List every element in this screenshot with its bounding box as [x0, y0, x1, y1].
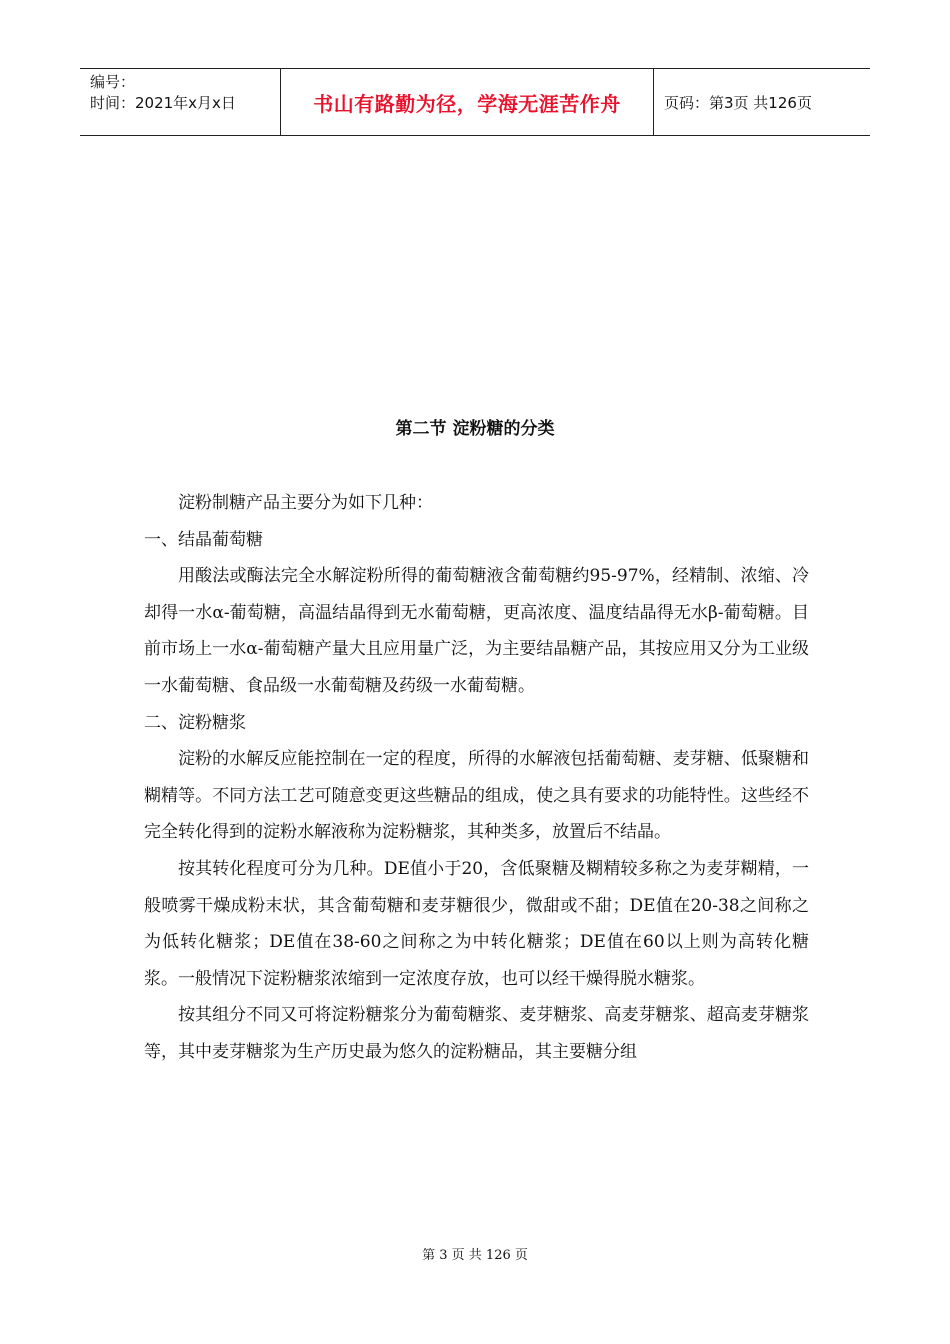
paragraph-starch-syrup: 淀粉的水解反应能控制在一定的程度，所得的水解液包括葡萄糖、麦芽糖、低聚糖和糊精等。不同方法工艺可随意变更这些糖品的组成，使之具有要求的功能特性。这些经不完全转化得到的淀粉水解液称为淀粉糖浆，其种类多，放置后不结晶。: [144, 749, 809, 843]
document-time-label: 时间：2021年x月x日: [90, 94, 236, 112]
header-meta-cell: [80, 69, 281, 135]
header-motto: 书山有路勤为径，学海无涯苦作舟: [281, 69, 654, 135]
section-title: 第二节 淀粉糖的分类: [395, 419, 555, 439]
document-number-label: 编号：: [90, 73, 136, 91]
page-footer: 第 3 页 共 126 页: [422, 1248, 528, 1263]
paragraph-crystalline-glucose: 用酸法或酶法完全水解淀粉所得的葡萄糖液含葡萄糖约95-97%，经精制、浓缩、冷却得一水α-葡萄糖，高温结晶得到无水葡萄糖，更高浓度、温度结晶得无水β-葡萄糖。目前市场上一水α-葡萄糖产量大且应用量广泛，为主要结晶糖产品，其按应用又分为工业级一水葡萄糖、食品级一水葡萄糖及药级一水葡萄糖。: [144, 566, 809, 696]
subheading-crystalline-glucose: 一、结晶葡萄糖: [144, 529, 263, 550]
subheading-starch-syrup: 二、淀粉糖浆: [144, 712, 246, 733]
header-page-info: 页码：第3页 共126页: [664, 93, 812, 112]
paragraph-conversion-degree: 按其转化程度可分为几种。DE值小于20，含低聚糖及糊精较多称之为麦芽糊精，一般喷雾干燥成粉末状，其含葡萄糖和麦芽糖很少，微甜或不甜；DE值在20-38之间称之为低转化糖浆；DE值在38-60之间称之为中转化糖浆；DE值在60以上则为高转化糖浆。一般情况下淀粉糖浆浓缩到一定浓度存放，也可以经干燥得脱水糖浆。: [144, 858, 809, 989]
intro-paragraph: 淀粉制糖产品主要分为如下几种：: [178, 493, 433, 513]
document-body: [144, 485, 809, 1071]
page-header: [80, 68, 870, 136]
paragraph-composition: 按其组分不同又可将淀粉糖浆分为葡萄糖浆、麦芽糖浆、高麦芽糖浆、超高麦芽糖浆等，其中麦芽糖浆为生产历史最为悠久的淀粉糖品，其主要糖分组: [144, 1005, 809, 1062]
